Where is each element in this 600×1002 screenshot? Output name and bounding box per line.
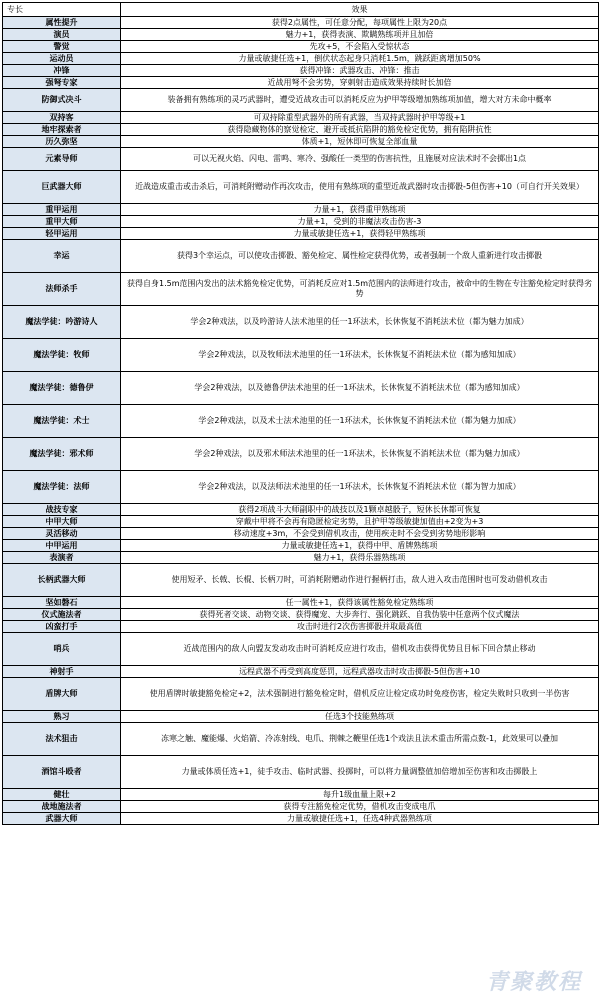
feat-effect: 冻寒之触、魔能爆、火焰箭、冷冻射线、电爪、荆棘之鞭里任选1个戏法且法术重击所需点数-1，此效果可以叠加 bbox=[121, 723, 599, 756]
feat-effect: 使用盾牌时敏捷豁免检定+2，法术强制进行豁免检定时，借机反应让检定成功时免疫伤害，检定失败时只收到一半伤害 bbox=[121, 678, 599, 711]
table-row bbox=[3, 564, 599, 597]
table-row bbox=[3, 136, 599, 148]
feat-effect: 获得2点属性，可任意分配，每项属性上限为20点 bbox=[121, 17, 599, 29]
feat-name: 法术狙击 bbox=[3, 723, 121, 756]
feat-effect: 力量+1，获得重甲熟练项 bbox=[121, 204, 599, 216]
table-row bbox=[3, 813, 599, 825]
table-row bbox=[3, 789, 599, 801]
table-row bbox=[3, 53, 599, 65]
feat-effect: 学会2种戏法，以及牧师法术池里的任一1环法术，长休恢复不消耗法术位（都为感知加成） bbox=[121, 339, 599, 372]
table-row bbox=[3, 339, 599, 372]
feat-effect: 学会2种戏法，以及邪术师法术池里的任一1环法术，长休恢复不消耗法术位（都为魅力加成） bbox=[121, 438, 599, 471]
feat-name: 中甲大师 bbox=[3, 516, 121, 528]
feat-effect: 获得自身1.5m范围内发出的法术豁免检定优势，可消耗反应对1.5m范围内的法师进行攻击，被命中的生物在专注豁免检定时获得劣势 bbox=[121, 273, 599, 306]
feat-name: 地牢探索者 bbox=[3, 124, 121, 136]
feat-effect: 任选3个技能熟练项 bbox=[121, 711, 599, 723]
table-row bbox=[3, 405, 599, 438]
feat-name: 魔法学徒：吟游诗人 bbox=[3, 306, 121, 339]
feat-effect: 魅力+1，获得乐器熟练项 bbox=[121, 552, 599, 564]
table-row bbox=[3, 723, 599, 756]
table-row bbox=[3, 306, 599, 339]
feat-name: 法师杀手 bbox=[3, 273, 121, 306]
feat-name: 战地施法者 bbox=[3, 801, 121, 813]
feat-effect: 先攻+5，不会陷入受惊状态 bbox=[121, 41, 599, 53]
table-row bbox=[3, 228, 599, 240]
feat-effect: 近战范围内的敌人向盟友发动攻击时可消耗反应进行攻击，借机攻击获得优势且目标下回合禁止移动 bbox=[121, 633, 599, 666]
table-row bbox=[3, 273, 599, 306]
table-row bbox=[3, 240, 599, 273]
feat-effect: 力量或体质任选+1，徒手攻击、临时武器、投掷时，可以将力量调整值加倍增加至伤害和攻击掷骰上 bbox=[121, 756, 599, 789]
feat-effect: 力量或敏捷任选+1，倒伏状态起身只消耗1.5m，跳跃距离增加50% bbox=[121, 53, 599, 65]
feat-name: 坚如磐石 bbox=[3, 597, 121, 609]
table-row bbox=[3, 471, 599, 504]
table-row bbox=[3, 89, 599, 112]
feat-name: 重甲运用 bbox=[3, 204, 121, 216]
feat-name: 元素导师 bbox=[3, 148, 121, 171]
feat-effect: 力量+1，受到的非魔法攻击伤害-3 bbox=[121, 216, 599, 228]
feat-name: 警觉 bbox=[3, 41, 121, 53]
table-row bbox=[3, 17, 599, 29]
table-row bbox=[3, 597, 599, 609]
feat-name: 重甲大师 bbox=[3, 216, 121, 228]
table-row bbox=[3, 77, 599, 89]
table-row bbox=[3, 621, 599, 633]
feat-effect: 学会2种戏法，以及法师法术池里的任一1环法术，长休恢复不消耗法术位（都为智力加成） bbox=[121, 471, 599, 504]
table-row bbox=[3, 148, 599, 171]
feat-effect: 力量或敏捷任选+1，任选4种武器熟练项 bbox=[121, 813, 599, 825]
feat-name: 灵活移动 bbox=[3, 528, 121, 540]
feat-effect: 魅力+1，获得表演、欺瞒熟练项并且加倍 bbox=[121, 29, 599, 41]
feat-effect: 学会2种戏法，以及德鲁伊法术池里的任一1环法术，长休恢复不消耗法术位（都为感知加成） bbox=[121, 372, 599, 405]
feat-effect: 使用短矛、长戟、长棍、长柄刀时，可消耗附赠动作进行握柄打击，敌人进入攻击范围时也可发动借机攻击 bbox=[121, 564, 599, 597]
feat-name: 长柄武器大师 bbox=[3, 564, 121, 597]
feat-effect: 获得2项战斗大师副职中的战技以及1颗卓越骰子，短休长休都可恢复 bbox=[121, 504, 599, 516]
feat-name: 哨兵 bbox=[3, 633, 121, 666]
feat-effect: 远程武器不再受到高度惩罚，远程武器攻击时攻击掷骰-5但伤害+10 bbox=[121, 666, 599, 678]
feat-name: 双持客 bbox=[3, 112, 121, 124]
table-row bbox=[3, 756, 599, 789]
table-row bbox=[3, 112, 599, 124]
table-row bbox=[3, 609, 599, 621]
feat-name: 魔法学徒：牧师 bbox=[3, 339, 121, 372]
table-row bbox=[3, 528, 599, 540]
feat-effect: 力量或敏捷任选+1，获得中甲、盾牌熟练项 bbox=[121, 540, 599, 552]
feat-effect: 获得死者交谈、动物交谈、获得魔宠、大步奔行、强化跳跃、自我伪装中任意两个仪式魔法 bbox=[121, 609, 599, 621]
feat-name: 巨武器大师 bbox=[3, 171, 121, 204]
feat-name: 酒馆斗殴者 bbox=[3, 756, 121, 789]
feat-effect: 近战用弩不会劣势，穿刺射击造成效果持续时长加倍 bbox=[121, 77, 599, 89]
feat-effect: 获得冲锋：武器攻击、冲锋：推击 bbox=[121, 65, 599, 77]
table-row bbox=[3, 666, 599, 678]
table-header-row bbox=[3, 3, 599, 17]
feat-effect: 移动速度+3m，不会受到借机攻击，使用疾走时不会受到劣势地形影响 bbox=[121, 528, 599, 540]
feat-effect: 近战造成重击或击杀后，可消耗附赠动作再次攻击，使用有熟练项的重型近战武器时攻击掷骰-5但伤害+10（可自行开关效果） bbox=[121, 171, 599, 204]
table-body bbox=[3, 17, 599, 825]
feat-effect: 穿戴中甲将不会再有隐匿检定劣势，且护甲等级敏捷加值由+2变为+3 bbox=[121, 516, 599, 528]
feat-effect: 学会2种戏法，以及术士法术池里的任一1环法术，长休恢复不消耗法术位（都为魅力加成） bbox=[121, 405, 599, 438]
feat-name: 战技专家 bbox=[3, 504, 121, 516]
feat-name: 运动员 bbox=[3, 53, 121, 65]
feat-effect: 获得专注豁免检定优势，借机攻击变成电爪 bbox=[121, 801, 599, 813]
table-row bbox=[3, 29, 599, 41]
feat-name: 轻甲运用 bbox=[3, 228, 121, 240]
feat-name: 健壮 bbox=[3, 789, 121, 801]
feat-name: 仪式施法者 bbox=[3, 609, 121, 621]
table-row bbox=[3, 516, 599, 528]
feat-name: 魔法学徒：术士 bbox=[3, 405, 121, 438]
feats-table bbox=[2, 2, 599, 825]
feat-name: 神射手 bbox=[3, 666, 121, 678]
feat-name: 属性提升 bbox=[3, 17, 121, 29]
feat-name: 中甲运用 bbox=[3, 540, 121, 552]
feat-name: 魔法学徒：邪术师 bbox=[3, 438, 121, 471]
feat-effect: 力量或敏捷任选+1，获得轻甲熟练项 bbox=[121, 228, 599, 240]
feat-name: 冲锋 bbox=[3, 65, 121, 77]
table-row bbox=[3, 678, 599, 711]
feat-effect: 装备拥有熟练项的灵巧武器时，遭受近战攻击可以消耗反应为护甲等级增加熟练项加值，增大对方未命中概率 bbox=[121, 89, 599, 112]
feat-name: 幸运 bbox=[3, 240, 121, 273]
table-row bbox=[3, 504, 599, 516]
feat-name: 魔法学徒：法师 bbox=[3, 471, 121, 504]
feat-name: 历久弥坚 bbox=[3, 136, 121, 148]
feat-effect: 获得3个幸运点，可以使攻击掷骰、豁免检定、属性检定获得优势，或者强制一个敌人重新进行攻击掷骰 bbox=[121, 240, 599, 273]
feat-name: 强弩专家 bbox=[3, 77, 121, 89]
header-feat: 专长 bbox=[3, 3, 121, 17]
feat-name: 熟习 bbox=[3, 711, 121, 723]
feat-name: 魔法学徒：德鲁伊 bbox=[3, 372, 121, 405]
feat-effect: 可双持除重型武器外的所有武器，当双持武器时护甲等级+1 bbox=[121, 112, 599, 124]
table-row bbox=[3, 171, 599, 204]
table-row bbox=[3, 633, 599, 666]
feat-effect: 每升1级血量上限+2 bbox=[121, 789, 599, 801]
table-row bbox=[3, 41, 599, 53]
feat-effect: 可以无视火焰、闪电、雷鸣、寒冷、强酸任一类型的伤害抗性，且施展对应法术时不会掷出1点 bbox=[121, 148, 599, 171]
feat-name: 表演者 bbox=[3, 552, 121, 564]
feat-effect: 攻击时进行2次伤害掷骰并取最高值 bbox=[121, 621, 599, 633]
feat-effect: 学会2种戏法，以及吟游诗人法术池里的任一1环法术，长休恢复不消耗法术位（都为魅力加成） bbox=[121, 306, 599, 339]
feat-name: 防御式决斗 bbox=[3, 89, 121, 112]
feat-name: 武器大师 bbox=[3, 813, 121, 825]
watermark-logo: 青聚教程 bbox=[485, 970, 582, 995]
header-effect: 效果 bbox=[121, 3, 599, 17]
feat-name: 演员 bbox=[3, 29, 121, 41]
table-row bbox=[3, 801, 599, 813]
table-row bbox=[3, 372, 599, 405]
feat-name: 凶蛮打手 bbox=[3, 621, 121, 633]
table-row bbox=[3, 216, 599, 228]
table-row bbox=[3, 204, 599, 216]
table-row bbox=[3, 65, 599, 77]
feat-effect: 体质+1，短休即可恢复全部血量 bbox=[121, 136, 599, 148]
feat-effect: 获得隐藏物体的察觉检定、避开或抵抗陷阱的豁免检定优势，拥有陷阱抗性 bbox=[121, 124, 599, 136]
table-row bbox=[3, 552, 599, 564]
feat-name: 盾牌大师 bbox=[3, 678, 121, 711]
table-row bbox=[3, 711, 599, 723]
table-row bbox=[3, 124, 599, 136]
table-row bbox=[3, 438, 599, 471]
feat-effect: 任一属性+1，获得该属性豁免检定熟练项 bbox=[121, 597, 599, 609]
table-row bbox=[3, 540, 599, 552]
